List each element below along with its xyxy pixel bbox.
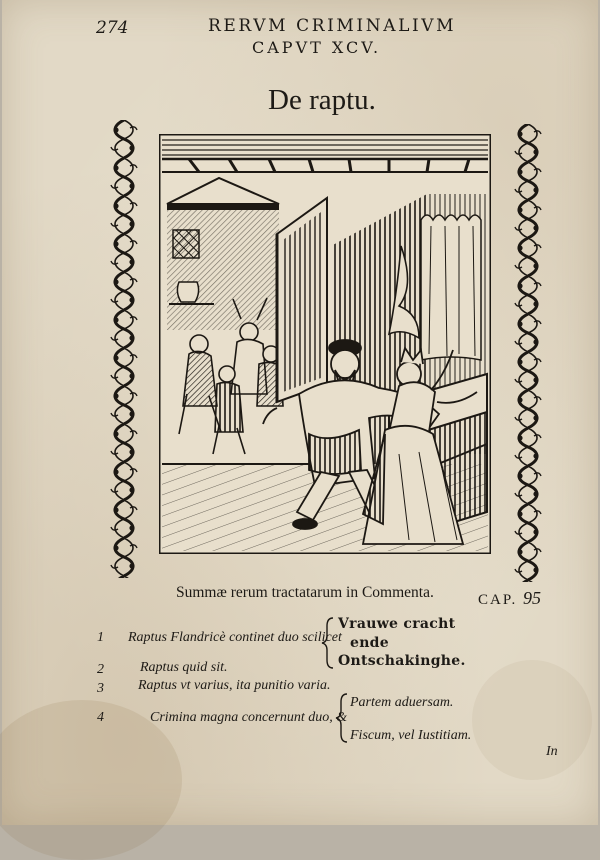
summary-item: Raptus Flandricè continet duo scilicet	[128, 630, 342, 645]
branch-item: Ontschakinghe.	[338, 653, 466, 669]
woodcut-illustration	[159, 134, 491, 554]
book-page	[2, 0, 598, 825]
item-number: 1	[97, 630, 104, 645]
chapter-title: De raptu.	[268, 84, 376, 116]
item-number: 4	[97, 710, 104, 725]
item-number: 2	[97, 662, 104, 677]
chapter-reference	[478, 588, 541, 609]
chapter-heading: CAPVT XCV.	[252, 38, 382, 57]
right-ornamental-border	[512, 124, 544, 582]
brace-icon	[334, 692, 350, 744]
branch-item: Partem aduersam.	[350, 695, 454, 710]
running-title: RERVM CRIMINALIVM	[208, 16, 457, 36]
branch-item: Vrauwe cracht	[338, 616, 456, 632]
left-ornamental-border	[108, 120, 140, 578]
brace-icon	[320, 616, 336, 670]
catchword: In	[546, 744, 558, 759]
page-number: 274	[96, 18, 129, 38]
summary-item: Raptus vt varius, ita punitio varia.	[138, 678, 331, 693]
chapter-ref-number: 95	[523, 588, 542, 608]
summary-item: Raptus quid sit.	[140, 660, 228, 675]
branch-item: Fiscum, vel Iustitiam.	[350, 728, 472, 743]
item-number: 3	[97, 681, 104, 696]
branch-item: ende	[350, 635, 389, 651]
summary-item: Crimina magna concernunt duo, &	[150, 710, 348, 725]
chapter-ref-label: CAP.	[478, 592, 518, 608]
summary-heading: Summæ rerum tractatarum in Commenta.	[176, 584, 434, 601]
